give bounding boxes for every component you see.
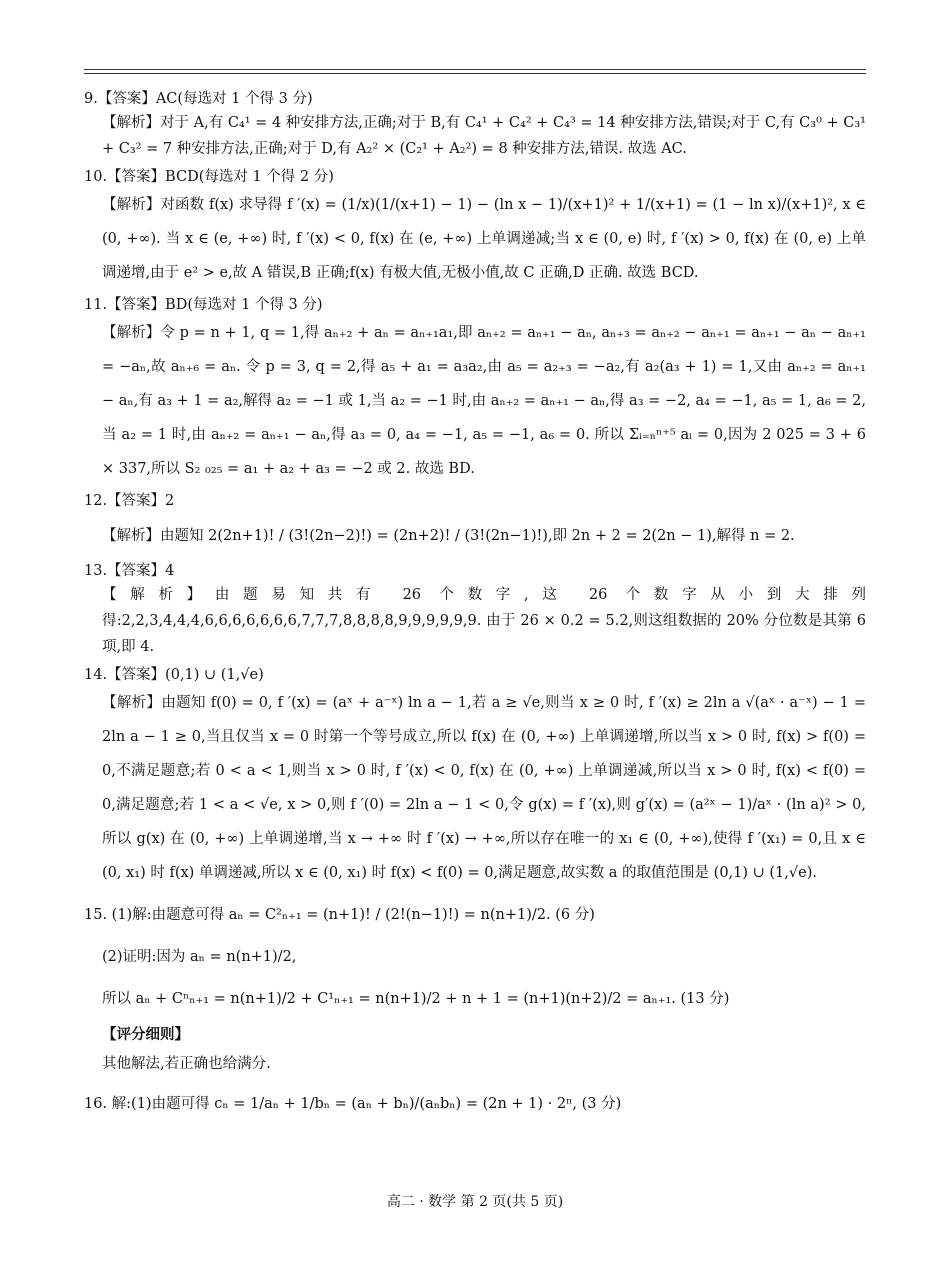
item-11 bbox=[84, 294, 866, 486]
item-15 bbox=[84, 894, 866, 1078]
answer-line: 9.【答案】AC(每选对 1 个得 3 分) bbox=[84, 91, 313, 107]
solution-content bbox=[84, 84, 866, 1126]
analysis-text: 【解析】由题知 f(0) = 0, f ′(x) = (aˣ + a⁻ˣ) ln a − 1,若 a ≥ √e,则当 x ≥ 0 时, f ′(x) ≥ 2ln a √(aˣ · a⁻ˣ) − 1 = 2ln a − 1 ≥ 0,当且仅当 x = 0 时第一个等号成立,所以 f(x) 在 (0, +∞) 上单调递增,所以当 x > 0 时, f(x) > f(0) = 0,不满足题意;若 0 < a < 1,则当 x > 0 时, f ′(x) < 0, f(x) 在 (0, +∞) 上单调递减,所以当 x > 0 时, f(x) < f(0) = 0,满足题意;若 1 < a < √e, x > 0,则 f ′(0) = 2ln a − 1 < 0,令 g(x) = f ′(x),则 g′(x) = (a²ˣ − 1)/aˣ · (ln a)² > 0,所以 g(x) 在 (0, +∞) 上单调递增,当 x → +∞ 时 f ′(x) → +∞,所以存在唯一的 x₁ ∈ (0, +∞),使得 f ′(x₁) = 0,且 x ∈ (0, x₁) 时 f(x) 单调递减,所以 x ∈ (0, x₁) 时 f(x) < f(0) = 0,满足题意,故实数 a 的取值范围是 (0,1) ∪ (1,√e). bbox=[102, 695, 866, 881]
rubric-title: 【评分细则】 bbox=[102, 1026, 189, 1043]
top-rule-thin bbox=[84, 73, 866, 74]
answer-line: 10.【答案】BCD(每选对 1 个得 2 分) bbox=[84, 169, 334, 185]
analysis-text: 【解析】令 p = n + 1, q = 1,得 aₙ₊₂ + aₙ = aₙ₊₁a₁,即 aₙ₊₂ = aₙ₊₁ − aₙ, aₙ₊₃ = aₙ₊₂ − aₙ₊₁ = aₙ₊₁ − aₙ − aₙ₊₁ = −aₙ,故 aₙ₊₆ = aₙ. 令 p = 3, q = 2,得 a₅ + a₁ = a₃a₂,由 a₅ = a₂₊₃ = −a₂,有 a₂(a₃ + 1) = 1,又由 aₙ₊₂ = aₙ₊₁ − aₙ,有 a₃ + 1 = a₂,解得 a₂ = −1 或 1,当 a₂ = −1 时,由 aₙ₊₂ = aₙ₊₁ − aₙ,得 a₃ = −2, a₄ = −1, a₅ = 1, a₆ = 2,当 a₂ = 1 时,由 aₙ₊₂ = aₙ₊₁ − aₙ,得 a₃ = 0, a₄ = −1, a₅ = −1, a₆ = 0. 所以 Σᵢ₌ₙⁿ⁺⁵ aᵢ = 0,因为 2 025 = 3 + 6 × 337,所以 S₂ ₀₂₅ = a₁ + a₂ + a₃ = −2 或 2. 故选 BD. bbox=[102, 325, 867, 477]
q15-part1: 15. (1)解:由题意可得 aₙ = C²ₙ₊₁ = (n+1)! / (2!(n−1)!) = n(n+1)/2. (6 分) bbox=[84, 907, 595, 923]
item-9 bbox=[84, 88, 866, 162]
q15-part2-derivation: 所以 aₙ + Cⁿₙ₊₁ = n(n+1)/2 + C¹ₙ₊₁ = n(n+1)/2 + n + 1 = (n+1)(n+2)/2 = aₙ₊₁. (13 分) bbox=[102, 991, 730, 1007]
item-13 bbox=[84, 560, 866, 660]
top-rule bbox=[84, 69, 866, 70]
rubric-text: 其他解法,若正确也给满分. bbox=[102, 1056, 271, 1072]
page-footer: 高二 · 数学 第 2 页(共 5 页) bbox=[386, 1194, 564, 1210]
answer-line: 12.【答案】2 bbox=[84, 493, 175, 509]
answer-line: 13.【答案】4 bbox=[84, 563, 175, 579]
item-16 bbox=[84, 1082, 866, 1126]
item-10 bbox=[84, 166, 866, 290]
analysis-text: 【解析】对于 A,有 C₄¹ = 4 种安排方法,正确;对于 B,有 C₄¹ + C₄² + C₄³ = 14 种安排方法,错误;对于 C,有 C₃⁰ + C₃¹ + C₃² = 7 种安排方法,正确;对于 D,有 A₂² × (C₂¹ + A₂²) = 8 种安排方法,错误. 故选 AC. bbox=[102, 115, 866, 157]
analysis-text: 【解析】由题知 2(2n+1)! / (3!(2n−2)!) = (2n+2)! / (3!(2n−1)!),即 2n + 2 = 2(2n − 1),解得 n = 2. bbox=[102, 528, 795, 544]
analysis-text: 【解析】由题易知共有 26 个数字,这 26 个数字从小到大排列得:2,2,3,4,4,4,6,6,6,6,6,6,6,7,7,7,8,8,8,8,9,9,9,9,9,9. 由于 26 × 0.2 = 5.2,则这组数据的 20% 分位数是其第 6 项,即 4. bbox=[102, 587, 866, 655]
item-12 bbox=[84, 490, 866, 556]
q16-part1: 16. 解:(1)由题可得 cₙ = 1/aₙ + 1/bₙ = (aₙ + bₙ)/(aₙbₙ) = (2n + 1) · 2ⁿ, (3 分) bbox=[84, 1096, 622, 1112]
answer-line: 11.【答案】BD(每选对 1 个得 3 分) bbox=[84, 297, 323, 313]
q15-part2: (2)证明:因为 aₙ = n(n+1)/2, bbox=[102, 949, 297, 965]
answer-line: 14.【答案】(0,1) ∪ (1,√e) bbox=[84, 667, 264, 683]
analysis-text: 【解析】对函数 f(x) 求导得 f ′(x) = (1/x)(1/(x+1) − 1) − (ln x − 1)/(x+1)² + 1/(x+1) = (1 − ln x)/(x+1)², x ∈ (0, +∞). 当 x ∈ (e, +∞) 时, f ′(x) < 0, f(x) 在 (e, +∞) 上单调递减;当 x ∈ (0, e) 时, f ′(x) > 0, f(x) 在 (0, e) 上单调递增,由于 e² > e,故 A 错误,B 正确;f(x) 有极大值,无极小值,故 C 正确,D 正确. 故选 BCD. bbox=[102, 197, 866, 281]
item-14 bbox=[84, 664, 866, 890]
